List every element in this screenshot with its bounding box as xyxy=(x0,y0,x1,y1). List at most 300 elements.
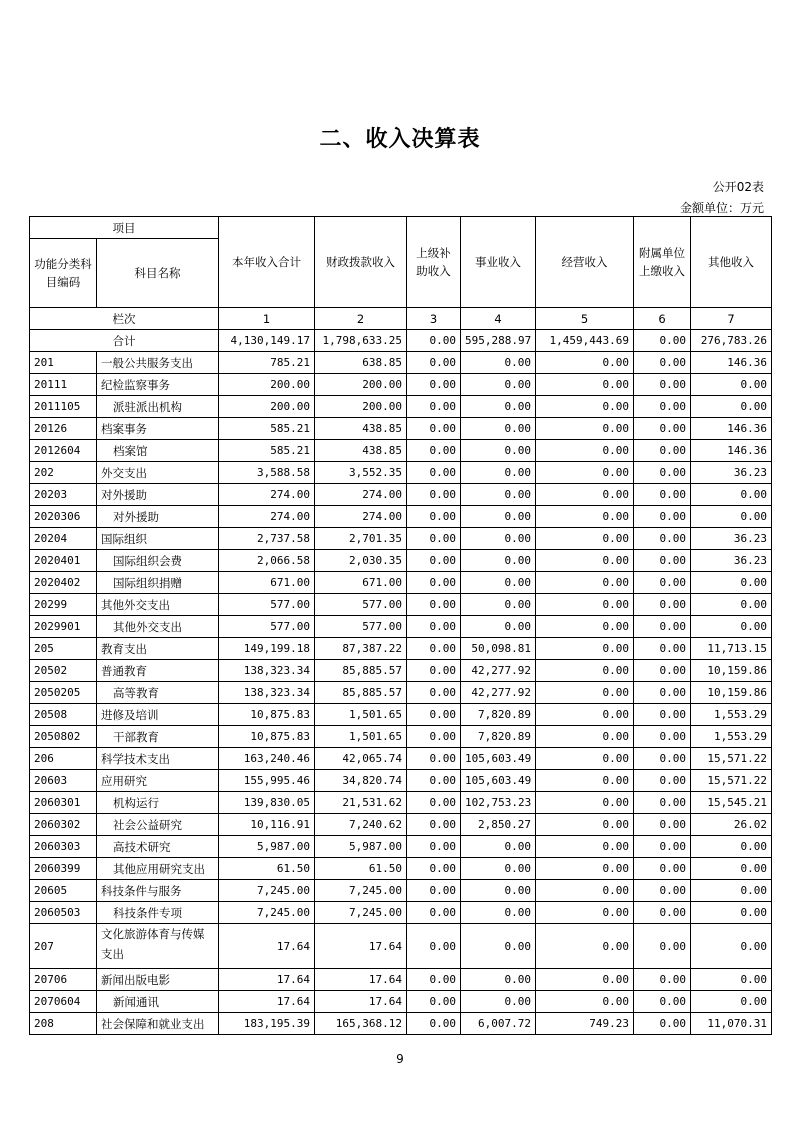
amount-cell: 7,245.00 xyxy=(315,902,407,924)
amount-cell: 0.00 xyxy=(536,924,634,969)
amount-cell: 0.00 xyxy=(691,836,772,858)
amount-cell: 671.00 xyxy=(315,572,407,594)
amount-cell: 671.00 xyxy=(219,572,315,594)
amount-cell: 0.00 xyxy=(536,572,634,594)
amount-cell: 0.00 xyxy=(634,484,691,506)
amount-cell: 0.00 xyxy=(461,440,536,462)
subject-name: 文化旅游体育与传媒支出 xyxy=(97,924,219,969)
amount-cell: 0.00 xyxy=(634,616,691,638)
header-col-7: 其他收入 xyxy=(691,217,772,308)
amount-cell: 0.00 xyxy=(634,396,691,418)
amount-cell: 10,116.91 xyxy=(219,814,315,836)
amount-cell: 0.00 xyxy=(536,858,634,880)
amount-cell: 0.00 xyxy=(407,924,461,969)
amount-cell: 0.00 xyxy=(536,814,634,836)
amount-cell: 0.00 xyxy=(634,704,691,726)
subject-name: 外交支出 xyxy=(97,462,219,484)
subject-code: 2020402 xyxy=(30,572,97,594)
table-row xyxy=(30,418,772,440)
subject-name: 其他外交支出 xyxy=(97,594,219,616)
subject-name: 社会公益研究 xyxy=(97,814,219,836)
table-row xyxy=(30,704,772,726)
amount-cell: 36.23 xyxy=(691,528,772,550)
amount-cell: 11,070.31 xyxy=(691,1013,772,1035)
header-col-1: 本年收入合计 xyxy=(219,217,315,308)
amount-cell: 0.00 xyxy=(536,770,634,792)
col-num-3: 3 xyxy=(407,308,461,330)
subject-code: 202 xyxy=(30,462,97,484)
amount-cell: 0.00 xyxy=(634,462,691,484)
amount-cell: 0.00 xyxy=(407,572,461,594)
table-row xyxy=(30,1013,772,1035)
subject-name: 国际组织会费 xyxy=(97,550,219,572)
amount-cell: 146.36 xyxy=(691,440,772,462)
amount-cell: 0.00 xyxy=(536,462,634,484)
amount-cell: 0.00 xyxy=(407,969,461,991)
subject-code: 2060303 xyxy=(30,836,97,858)
amount-cell: 274.00 xyxy=(219,484,315,506)
amount-cell: 0.00 xyxy=(536,792,634,814)
amount-cell: 0.00 xyxy=(634,374,691,396)
subject-code: 2012604 xyxy=(30,440,97,462)
amount-cell: 0.00 xyxy=(461,616,536,638)
amount-cell: 0.00 xyxy=(691,969,772,991)
amount-cell: 0.00 xyxy=(691,991,772,1013)
amount-cell: 200.00 xyxy=(219,396,315,418)
amount-cell: 749.23 xyxy=(536,1013,634,1035)
amount-cell: 7,245.00 xyxy=(219,880,315,902)
amount-cell: 0.00 xyxy=(634,506,691,528)
amount-cell: 0.00 xyxy=(461,880,536,902)
amount-cell: 0.00 xyxy=(691,484,772,506)
header-col-2: 财政拨款收入 xyxy=(315,217,407,308)
col-num-7: 7 xyxy=(691,308,772,330)
subject-code: 2070604 xyxy=(30,991,97,1013)
amount-cell: 0.00 xyxy=(634,418,691,440)
amount-cell: 0.00 xyxy=(691,506,772,528)
amount-cell: 0.00 xyxy=(461,550,536,572)
amount-cell: 0.00 xyxy=(634,969,691,991)
subject-code: 207 xyxy=(30,924,97,969)
amount-cell: 183,195.39 xyxy=(219,1013,315,1035)
table-row xyxy=(30,770,772,792)
amount-unit: 金额单位：万元 xyxy=(679,201,764,215)
amount-cell: 0.00 xyxy=(407,991,461,1013)
table-row xyxy=(30,814,772,836)
amount-cell: 15,545.21 xyxy=(691,792,772,814)
amount-cell: 17.64 xyxy=(219,991,315,1013)
table-row xyxy=(30,374,772,396)
amount-cell: 0.00 xyxy=(536,991,634,1013)
amount-cell: 0.00 xyxy=(634,902,691,924)
amount-cell: 165,368.12 xyxy=(315,1013,407,1035)
amount-cell: 10,159.86 xyxy=(691,682,772,704)
table-row xyxy=(30,969,772,991)
amount-cell: 0.00 xyxy=(634,792,691,814)
amount-cell: 0.00 xyxy=(407,880,461,902)
amount-cell: 61.50 xyxy=(219,858,315,880)
amount-cell: 146.36 xyxy=(691,418,772,440)
subject-code: 20605 xyxy=(30,880,97,902)
amount-cell: 0.00 xyxy=(536,396,634,418)
amount-cell: 87,387.22 xyxy=(315,638,407,660)
amount-cell: 11,713.15 xyxy=(691,638,772,660)
amount-cell: 0.00 xyxy=(407,792,461,814)
subject-name: 派驻派出机构 xyxy=(97,396,219,418)
amount-cell: 15,571.22 xyxy=(691,748,772,770)
amount-cell: 0.00 xyxy=(461,902,536,924)
amount-cell: 0.00 xyxy=(691,902,772,924)
amount-cell: 0.00 xyxy=(634,991,691,1013)
amount-cell: 0.00 xyxy=(461,594,536,616)
amount-cell: 0.00 xyxy=(407,814,461,836)
amount-cell: 0.00 xyxy=(634,550,691,572)
subject-code: 206 xyxy=(30,748,97,770)
amount-cell: 17.64 xyxy=(219,924,315,969)
amount-cell: 0.00 xyxy=(634,638,691,660)
amount-cell: 200.00 xyxy=(315,396,407,418)
amount-cell: 7,820.89 xyxy=(461,704,536,726)
amount-cell: 42,277.92 xyxy=(461,660,536,682)
amount-cell: 7,245.00 xyxy=(219,902,315,924)
amount-cell: 0.00 xyxy=(634,924,691,969)
table-row xyxy=(30,506,772,528)
amount-cell: 0.00 xyxy=(691,396,772,418)
amount-cell: 0.00 xyxy=(407,902,461,924)
amount-cell: 0.00 xyxy=(634,682,691,704)
table-row xyxy=(30,484,772,506)
total-value: 4,130,149.17 xyxy=(219,330,315,352)
amount-cell: 138,323.34 xyxy=(219,682,315,704)
amount-cell: 0.00 xyxy=(407,770,461,792)
subject-name: 档案事务 xyxy=(97,418,219,440)
subject-name: 国际组织 xyxy=(97,528,219,550)
subject-name: 干部教育 xyxy=(97,726,219,748)
header-code: 功能分类科目编码 xyxy=(30,239,97,308)
subject-name: 档案馆 xyxy=(97,440,219,462)
amount-cell: 0.00 xyxy=(691,594,772,616)
table-row xyxy=(30,462,772,484)
amount-cell: 0.00 xyxy=(536,836,634,858)
subject-code: 2060301 xyxy=(30,792,97,814)
table-row xyxy=(30,726,772,748)
amount-cell: 0.00 xyxy=(536,418,634,440)
total-value: 595,288.97 xyxy=(461,330,536,352)
table-row xyxy=(30,991,772,1013)
amount-cell: 26.02 xyxy=(691,814,772,836)
amount-cell: 0.00 xyxy=(634,660,691,682)
amount-cell: 0.00 xyxy=(407,506,461,528)
amount-cell: 0.00 xyxy=(461,572,536,594)
amount-cell: 3,588.58 xyxy=(219,462,315,484)
subject-name: 新闻通讯 xyxy=(97,991,219,1013)
amount-cell: 21,531.62 xyxy=(315,792,407,814)
col-num-6: 6 xyxy=(634,308,691,330)
amount-cell: 0.00 xyxy=(461,858,536,880)
amount-cell: 0.00 xyxy=(691,374,772,396)
amount-cell: 105,603.49 xyxy=(461,748,536,770)
subject-code: 20603 xyxy=(30,770,97,792)
subject-code: 2050205 xyxy=(30,682,97,704)
amount-cell: 10,159.86 xyxy=(691,660,772,682)
amount-cell: 0.00 xyxy=(634,814,691,836)
amount-cell: 0.00 xyxy=(407,704,461,726)
subject-name: 社会保障和就业支出 xyxy=(97,1013,219,1035)
subject-name: 高等教育 xyxy=(97,682,219,704)
amount-cell: 10,875.83 xyxy=(219,726,315,748)
header-name: 科目名称 xyxy=(97,239,219,308)
subject-code: 201 xyxy=(30,352,97,374)
table-row xyxy=(30,836,772,858)
amount-cell: 0.00 xyxy=(536,440,634,462)
col-num-5: 5 xyxy=(536,308,634,330)
table-row xyxy=(30,880,772,902)
amount-cell: 0.00 xyxy=(407,528,461,550)
amount-cell: 0.00 xyxy=(634,836,691,858)
header-col-4: 事业收入 xyxy=(461,217,536,308)
amount-cell: 1,501.65 xyxy=(315,704,407,726)
amount-cell: 0.00 xyxy=(407,836,461,858)
amount-cell: 577.00 xyxy=(219,594,315,616)
subject-code: 2020306 xyxy=(30,506,97,528)
amount-cell: 0.00 xyxy=(634,726,691,748)
amount-cell: 0.00 xyxy=(461,352,536,374)
amount-cell: 0.00 xyxy=(691,858,772,880)
table-row xyxy=(30,528,772,550)
table-row xyxy=(30,858,772,880)
subject-name: 纪检监察事务 xyxy=(97,374,219,396)
amount-cell: 36.23 xyxy=(691,550,772,572)
amount-cell: 17.64 xyxy=(219,969,315,991)
amount-cell: 0.00 xyxy=(461,484,536,506)
amount-cell: 0.00 xyxy=(407,726,461,748)
amount-cell: 0.00 xyxy=(536,550,634,572)
subject-code: 20299 xyxy=(30,594,97,616)
table-row xyxy=(30,792,772,814)
total-value: 0.00 xyxy=(407,330,461,352)
amount-cell: 0.00 xyxy=(536,506,634,528)
subject-code: 20111 xyxy=(30,374,97,396)
amount-cell: 0.00 xyxy=(634,594,691,616)
amount-cell: 0.00 xyxy=(407,550,461,572)
subject-name: 普通教育 xyxy=(97,660,219,682)
amount-cell: 42,277.92 xyxy=(461,682,536,704)
subject-code: 20203 xyxy=(30,484,97,506)
amount-cell: 1,501.65 xyxy=(315,726,407,748)
amount-cell: 0.00 xyxy=(536,682,634,704)
amount-cell: 0.00 xyxy=(461,991,536,1013)
subject-code: 2060399 xyxy=(30,858,97,880)
amount-cell: 17.64 xyxy=(315,969,407,991)
table-row xyxy=(30,550,772,572)
subject-name: 进修及培训 xyxy=(97,704,219,726)
amount-cell: 0.00 xyxy=(407,374,461,396)
amount-cell: 0.00 xyxy=(407,462,461,484)
amount-cell: 1,553.29 xyxy=(691,726,772,748)
amount-cell: 102,753.23 xyxy=(461,792,536,814)
amount-cell: 0.00 xyxy=(407,1013,461,1035)
amount-cell: 274.00 xyxy=(315,484,407,506)
table-row xyxy=(30,682,772,704)
amount-cell: 200.00 xyxy=(219,374,315,396)
amount-cell: 0.00 xyxy=(536,638,634,660)
amount-cell: 146.36 xyxy=(691,352,772,374)
amount-cell: 7,240.62 xyxy=(315,814,407,836)
subject-code: 2020401 xyxy=(30,550,97,572)
amount-cell: 0.00 xyxy=(536,880,634,902)
subject-code: 20706 xyxy=(30,969,97,991)
subject-code: 20204 xyxy=(30,528,97,550)
amount-cell: 0.00 xyxy=(634,572,691,594)
amount-cell: 638.85 xyxy=(315,352,407,374)
amount-cell: 6,007.72 xyxy=(461,1013,536,1035)
amount-cell: 0.00 xyxy=(634,770,691,792)
amount-cell: 0.00 xyxy=(536,528,634,550)
amount-cell: 42,065.74 xyxy=(315,748,407,770)
subject-name: 对外援助 xyxy=(97,484,219,506)
amount-cell: 0.00 xyxy=(461,396,536,418)
amount-cell: 2,030.35 xyxy=(315,550,407,572)
col-num-2: 2 xyxy=(315,308,407,330)
subject-code: 2029901 xyxy=(30,616,97,638)
total-value: 1,459,443.69 xyxy=(536,330,634,352)
amount-cell: 10,875.83 xyxy=(219,704,315,726)
subject-name: 一般公共服务支出 xyxy=(97,352,219,374)
total-value: 0.00 xyxy=(634,330,691,352)
subject-name: 科技条件与服务 xyxy=(97,880,219,902)
amount-cell: 17.64 xyxy=(315,924,407,969)
subject-code: 2060302 xyxy=(30,814,97,836)
amount-cell: 5,987.00 xyxy=(315,836,407,858)
header-col-6: 附属单位上缴收入 xyxy=(634,217,691,308)
header-col-5: 经营收入 xyxy=(536,217,634,308)
table-row xyxy=(30,594,772,616)
amount-cell: 3,552.35 xyxy=(315,462,407,484)
amount-cell: 0.00 xyxy=(536,969,634,991)
amount-cell: 7,245.00 xyxy=(315,880,407,902)
amount-cell: 0.00 xyxy=(634,528,691,550)
amount-cell: 0.00 xyxy=(536,726,634,748)
subject-name: 国际组织捐赠 xyxy=(97,572,219,594)
table-row xyxy=(30,924,772,969)
amount-cell: 0.00 xyxy=(407,352,461,374)
amount-cell: 785.21 xyxy=(219,352,315,374)
total-value: 276,783.26 xyxy=(691,330,772,352)
subject-name: 应用研究 xyxy=(97,770,219,792)
subject-name: 教育支出 xyxy=(97,638,219,660)
total-value: 1,798,633.25 xyxy=(315,330,407,352)
amount-cell: 0.00 xyxy=(461,836,536,858)
amount-cell: 0.00 xyxy=(634,352,691,374)
amount-cell: 0.00 xyxy=(461,924,536,969)
amount-cell: 0.00 xyxy=(407,396,461,418)
subject-name: 机构运行 xyxy=(97,792,219,814)
header-col-3: 上级补助收入 xyxy=(407,217,461,308)
amount-cell: 0.00 xyxy=(634,858,691,880)
income-report-table xyxy=(29,216,772,1035)
amount-cell: 274.00 xyxy=(315,506,407,528)
amount-cell: 0.00 xyxy=(461,462,536,484)
amount-cell: 0.00 xyxy=(634,748,691,770)
amount-cell: 577.00 xyxy=(219,616,315,638)
subject-name: 科技条件专项 xyxy=(97,902,219,924)
amount-cell: 0.00 xyxy=(407,660,461,682)
amount-cell: 0.00 xyxy=(536,616,634,638)
table-row xyxy=(30,616,772,638)
amount-cell: 438.85 xyxy=(315,418,407,440)
subject-code: 2060503 xyxy=(30,902,97,924)
subject-code: 20508 xyxy=(30,704,97,726)
amount-cell: 139,830.05 xyxy=(219,792,315,814)
amount-cell: 34,820.74 xyxy=(315,770,407,792)
subject-name: 对外援助 xyxy=(97,506,219,528)
amount-cell: 2,066.58 xyxy=(219,550,315,572)
row-label: 栏次 xyxy=(30,308,219,330)
amount-cell: 0.00 xyxy=(691,616,772,638)
amount-cell: 0.00 xyxy=(634,880,691,902)
amount-cell: 0.00 xyxy=(536,374,634,396)
amount-cell: 0.00 xyxy=(461,969,536,991)
amount-cell: 0.00 xyxy=(407,638,461,660)
amount-cell: 2,701.35 xyxy=(315,528,407,550)
form-number: 公开02表 xyxy=(712,180,764,194)
amount-cell: 0.00 xyxy=(407,418,461,440)
amount-cell: 0.00 xyxy=(536,660,634,682)
amount-cell: 0.00 xyxy=(461,374,536,396)
amount-cell: 17.64 xyxy=(315,991,407,1013)
amount-cell: 0.00 xyxy=(407,858,461,880)
subject-name: 其他外交支出 xyxy=(97,616,219,638)
table-row xyxy=(30,440,772,462)
amount-cell: 0.00 xyxy=(691,880,772,902)
amount-cell: 15,571.22 xyxy=(691,770,772,792)
amount-cell: 0.00 xyxy=(407,440,461,462)
total-label: 合计 xyxy=(30,330,219,352)
amount-cell: 0.00 xyxy=(407,682,461,704)
total-row xyxy=(30,330,772,352)
amount-cell: 585.21 xyxy=(219,440,315,462)
amount-cell: 36.23 xyxy=(691,462,772,484)
table-row xyxy=(30,638,772,660)
amount-cell: 577.00 xyxy=(315,594,407,616)
subject-code: 20502 xyxy=(30,660,97,682)
amount-cell: 138,323.34 xyxy=(219,660,315,682)
subject-name: 其他应用研究支出 xyxy=(97,858,219,880)
amount-cell: 155,995.46 xyxy=(219,770,315,792)
table-row xyxy=(30,902,772,924)
amount-cell: 274.00 xyxy=(219,506,315,528)
amount-cell: 0.00 xyxy=(461,506,536,528)
amount-cell: 0.00 xyxy=(536,902,634,924)
amount-cell: 0.00 xyxy=(536,748,634,770)
amount-cell: 0.00 xyxy=(407,594,461,616)
subject-name: 高技术研究 xyxy=(97,836,219,858)
subject-name: 科学技术支出 xyxy=(97,748,219,770)
amount-cell: 0.00 xyxy=(691,572,772,594)
amount-cell: 0.00 xyxy=(407,616,461,638)
subject-code: 2011105 xyxy=(30,396,97,418)
amount-cell: 577.00 xyxy=(315,616,407,638)
amount-cell: 50,098.81 xyxy=(461,638,536,660)
subject-code: 208 xyxy=(30,1013,97,1035)
table-row xyxy=(30,572,772,594)
amount-cell: 163,240.46 xyxy=(219,748,315,770)
page-number: 9 xyxy=(396,1052,404,1066)
amount-cell: 61.50 xyxy=(315,858,407,880)
amount-cell: 2,737.58 xyxy=(219,528,315,550)
amount-cell: 105,603.49 xyxy=(461,770,536,792)
col-num-4: 4 xyxy=(461,308,536,330)
